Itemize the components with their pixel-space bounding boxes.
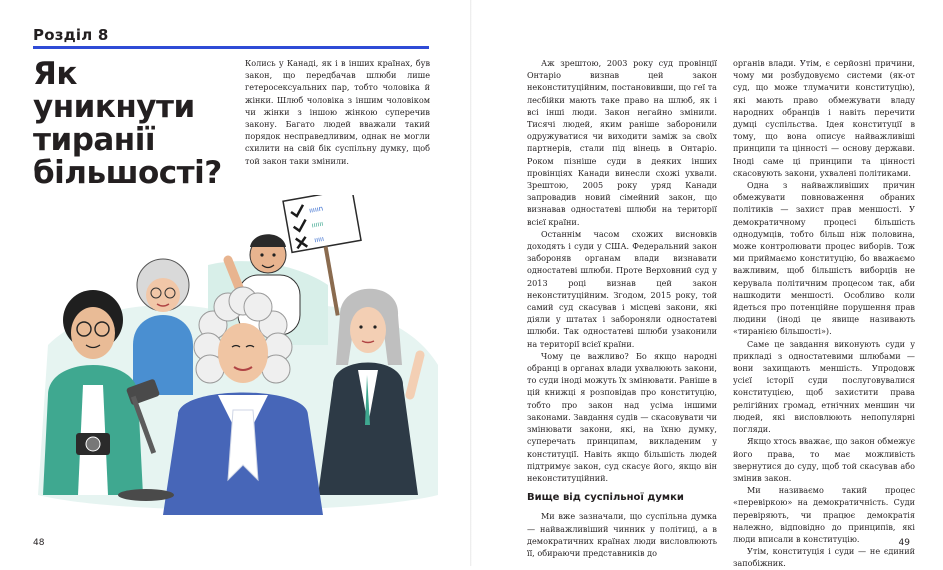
chapter-title-line: більшості? (33, 155, 222, 191)
page-number-left: 48 (33, 538, 45, 548)
paragraph: органів влади. Утім, є серйозні причини, чому ми розбудовуємо системи (як-от суд, що може тлумачити конституцію), які мають право обмежувати владу народних обранців і навіть перечити думці суспільства. Ідея конституції в тому, що вона описує найважливіші принципи та цінності — основу держави. Іноді саме ці принципи та цінності скасовують закони, ухвалені політиками. (733, 58, 915, 178)
right-page (471, 0, 943, 569)
paragraph: Останнім часом схожих висновків доходять і суди у США. Федеральний закон забороняв органам влади визнавати одностатеві шлюби. Проте Верховний суд у 2013 році визнав цей закон неконституційним. Згодом, 2015 року, той самий суд скасував і місцеві закони, які діяли у штатах і забороняли одностатеві шлюби. Так одностатеві шлюби узаконили на території всієї країни. (527, 228, 717, 349)
section-rule (33, 46, 429, 49)
left-page (0, 0, 471, 566)
paragraph: Якщо хтось вважає, що закон обмежує його права, то має можливість звернутися до суду, щоб той скасував або змінив закон. (733, 436, 915, 483)
section-label: Розділ 8 (33, 26, 109, 44)
paragraph: Саме це завдання виконують суди у прикладі з одностатевими шлюбами — вони захищають меншість. Упродовж усієї історії суди послуговувалися конституцією, щоб захистити права релігійних громад, етнічних меншин чи людей, які висловлюють непопулярні погляди. (733, 338, 915, 435)
paragraph: Ми вже зазначали, що суспільна думка — найважливіший чинник у політиці, а в демократичних країнах люди висловлюють її, обираючи представників до (527, 511, 717, 558)
chapter-title (33, 58, 243, 190)
paragraph: Аж зрештою, 2003 року суд провінції Онтаріо визнав цей закон неконституційним, постановивши, що геї та лесбійки мають таке право на шлюб, як і всі інші люди. Закон негайно змінили. Тисячі людей, яким раніше заборонили одружуватися чи виходити заміж за своїх партнерів, стали під вінець в Онтаріо. Роком пізніше суди в деяких інших провінціях Канади винесли схожі ухвали. Зрештою, 2005 року уряд Канади запровадив новий сімейний закон, що визнавав одностатеві шлюби на території всієї країни. (527, 58, 717, 227)
older-woman (133, 259, 193, 395)
text-column-1 (527, 57, 717, 559)
paragraph: Утім, конституція і суди — не єдиний запобіжник. (733, 546, 915, 569)
text-column-2 (733, 57, 915, 570)
sign-word: ııııı (313, 234, 325, 245)
paragraph: Одна з найважливіших причин обмежувати повноваження обраних політиків — захист прав меншості. У демократичному процесі більшість однодумців, тобто більш ніж половина, може контролювати процес виборів. Тож ми приймаємо конституцію, бо вважаємо важливим, щоб більшість виборців не керувала політичним процесом так, аби нашкодити меншості. Особливо коли йдеться про потенційне порушення прав людини (іноді це явище називають «тиранією більшості»). (733, 180, 915, 337)
page-number-right: 49 (898, 538, 910, 548)
chapter-title-line: Як уникнути (33, 56, 195, 125)
intro-paragraph: Колись у Канаді, як і в інших країнах, був закон, що передбачав шлюби лише гетеросексуальних пар, тобто чоловіка й жінки. Шлюб чоловіка з іншим чоловіком чи жінки з іншою жінкою суперечив закону. Багато людей вважали такий порядок несправедливим, однак не могли схилити на свій бік суспільну думку, щоб той закон таки змінили. (245, 58, 430, 166)
court-illustration (28, 195, 446, 525)
paragraph: Ми називаємо такий процес «перевіркою» на демократичність. Суди перевіряють, чи працює демократія належно, відповідно до принципів, які люди вписали в конституцію. (733, 485, 915, 544)
paragraph: Чому це важливо? Бо якщо народні обранці в органах влади ухвалюють закони, то суди іноді можуть їх змінювати. Раніше в цій книжці я розповідав про конституцію, тобто про закон над усіма іншими законами. Завдання судів — скасовувати чи змінювати закони, які, на їхню думку, суперечать принципам, викладеним у конституції. Навіть якщо більшість людей підтримує закон, суд скасує його, якщо він неконституційний. (527, 350, 717, 483)
sign-word: ıııııı (311, 219, 324, 230)
sign-word: ııııın (308, 204, 324, 215)
subheading: Вище від суспільної думки (527, 492, 684, 504)
chapter-title-line: тиранії (33, 122, 155, 158)
